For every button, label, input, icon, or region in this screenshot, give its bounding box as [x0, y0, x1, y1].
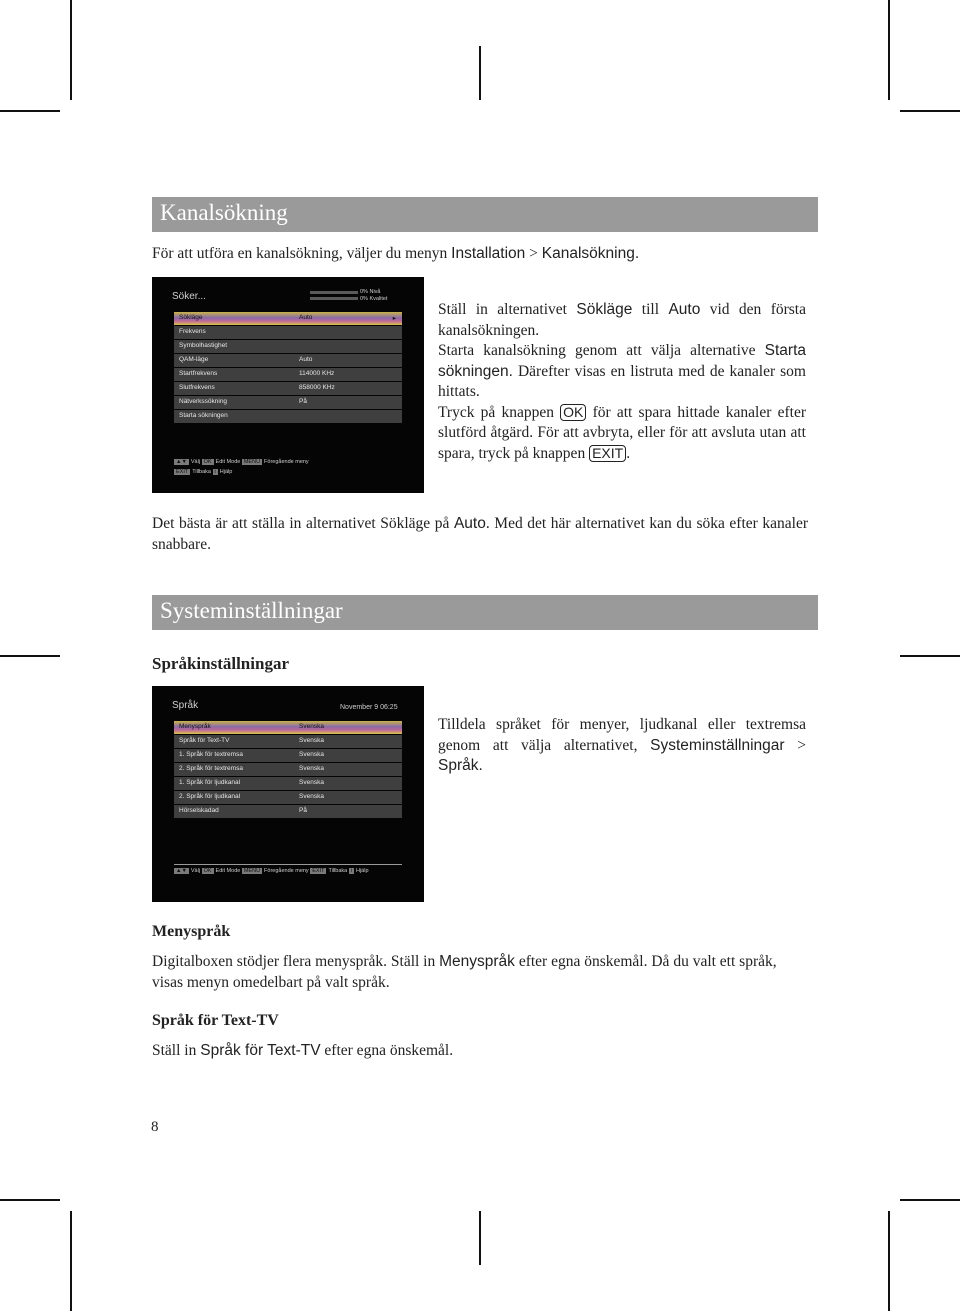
menu-row-ljudkanal-2[interactable] — [174, 791, 402, 804]
footer-divider — [174, 864, 402, 865]
row-label: Starta sökningen — [179, 412, 228, 419]
row-value: Svenska — [299, 751, 324, 758]
crop-mark — [0, 110, 60, 112]
row-value: Auto — [299, 356, 313, 363]
option-starta-sokningen: Starta sökningen. — [438, 342, 806, 380]
footer-key: i — [350, 868, 352, 874]
row-label: 2. Språk för textremsa — [179, 765, 243, 772]
footer-key: OK — [203, 868, 212, 874]
row-value: Svenska — [299, 779, 324, 786]
menu-row-sokläge[interactable] — [174, 312, 402, 325]
crop-mark — [900, 1199, 960, 1201]
menysprak-text: efter egna önskemål. Då du valt ett språk, visas menyn omedelbart på valt språk. — [152, 953, 777, 991]
menu-row-startfrekvens[interactable] — [174, 368, 402, 381]
crop-mark — [900, 110, 960, 112]
option-soklage: Sökläge — [576, 301, 633, 318]
intro-paragraph — [152, 244, 818, 265]
crop-mark — [70, 0, 72, 100]
menu-row-slutfrekvens[interactable] — [174, 382, 402, 395]
screen-footer — [174, 868, 369, 874]
menu-path-separator: > — [784, 736, 806, 754]
menu-row-symbolhastighet[interactable] — [174, 340, 402, 353]
row-value: Svenska — [299, 737, 324, 744]
screen-title: Språk — [172, 700, 199, 711]
menu-row-textremsa-1[interactable] — [174, 749, 402, 762]
menu-row-textremsa-2[interactable] — [174, 763, 402, 776]
footer-label: Hjälp — [219, 469, 233, 475]
subheading-sprakinstallningar: Språkinställningar — [152, 654, 289, 673]
arrow-right-icon: ▸ — [392, 315, 396, 322]
texttv-text: Ställ in — [152, 1042, 201, 1059]
row-label: Sökläge — [179, 314, 203, 321]
menu-row-starta-sokningen[interactable] — [174, 410, 402, 423]
footer-key: EXIT — [176, 469, 189, 475]
crop-mark — [0, 655, 60, 657]
signal-quality-text: 0% Kvalitet — [360, 296, 388, 302]
row-value: Svenska — [299, 765, 324, 772]
tip-paragraph — [152, 514, 808, 555]
footer-label: Välj — [190, 868, 201, 874]
option-menysprak: Menyspråk — [439, 953, 515, 970]
section-title-bar — [152, 197, 818, 232]
section-title-bar — [152, 595, 818, 630]
screen-footer-line1 — [174, 459, 309, 465]
footer-label: Edit Mode — [215, 868, 241, 874]
footer-key: MENU — [243, 868, 261, 874]
screen-title: Söker... — [172, 291, 206, 302]
instruction-text: . — [626, 444, 631, 462]
crop-mark — [479, 46, 481, 100]
exit-key: EXIT — [589, 445, 626, 462]
footer-label: Tillbaka — [192, 469, 211, 475]
crop-mark — [0, 1199, 60, 1201]
menu-row-sprak-text-tv[interactable] — [174, 735, 402, 748]
row-label: QAM-läge — [179, 356, 209, 363]
instruction-text: Tilldela språket för menyer, ljudkanal eller textremsa genom att välja alternativet, — [438, 716, 806, 754]
footer-label: Välj — [190, 459, 201, 465]
menysprak-text: Digitalboxen stödjer flera menyspråk. Ställ in — [152, 953, 440, 970]
instruction-text: Tryck på knappen — [438, 403, 561, 421]
subheading-sprak-text-tv: Språk för Text-TV — [152, 1012, 279, 1029]
instruction-text: Därefter visas en listruta med de kanaler som hittats. — [438, 362, 806, 400]
row-value: På — [299, 398, 307, 405]
instruction-text: för att spara hittade kanaler efter slutförd åtgärd. För att avbryta, eller för att avsluta utan att spara, tryck på knappen — [438, 403, 806, 462]
row-label: Nätverkssökning — [179, 398, 228, 405]
signal-level-bar — [310, 291, 358, 294]
language-settings-screenshot — [152, 686, 424, 902]
texttv-text: efter egna önskemål. — [320, 1042, 454, 1059]
value-auto: Auto — [453, 515, 486, 532]
texttv-paragraph — [152, 1041, 808, 1062]
footer-key: EXIT — [312, 868, 325, 874]
page-number: 8 — [151, 1119, 159, 1135]
row-label: Symbolhastighet — [179, 342, 228, 349]
menu-row-qam[interactable] — [174, 354, 402, 367]
signal-quality-bar — [310, 297, 358, 300]
section-title: Kanalsökning — [160, 200, 288, 225]
footer-label: Föregående meny — [264, 459, 309, 465]
footer-key: i — [214, 469, 216, 475]
channel-search-instructions — [438, 300, 806, 464]
menu-row-ljudkanal-1[interactable] — [174, 777, 402, 790]
row-label: 1. Språk för ljudkanal — [179, 779, 241, 786]
row-label: Frekvens — [179, 328, 206, 335]
intro-text: För att utföra en kanalsökning, väljer du menyn — [152, 245, 452, 262]
row-value: På — [299, 807, 307, 814]
crop-mark — [70, 1211, 72, 1311]
crop-mark — [888, 0, 890, 100]
footer-key: ▲▼ — [176, 868, 187, 874]
menu-row-frekvens[interactable] — [174, 326, 402, 339]
row-value: Svenska — [299, 793, 324, 800]
row-value: Svenska — [299, 723, 324, 730]
instruction-text: till — [632, 301, 669, 318]
menu-row-horselskadad[interactable] — [174, 805, 402, 818]
footer-key: OK — [203, 459, 212, 465]
crop-mark — [479, 1211, 481, 1265]
instruction-text: Starta kanalsökning genom att välja alternative — [438, 342, 765, 359]
menysprak-paragraph — [152, 952, 808, 993]
screen-datetime: November 9 06:25 — [340, 704, 398, 711]
value-auto: Auto — [668, 301, 701, 318]
crop-mark — [900, 655, 960, 657]
tip-text: . Med det här alternativet kan du söka efter kanaler snabbare. — [152, 515, 808, 553]
menu-path-installation: Installation — [451, 245, 526, 262]
section-title: Systeminställningar — [160, 598, 343, 623]
ok-key: OK — [560, 404, 586, 421]
menu-path-systeminstallningar: Systeminställningar — [650, 736, 785, 754]
crop-mark — [888, 1211, 890, 1311]
row-label: Språk för Text-TV — [179, 737, 230, 744]
footer-label: Föregående meny — [264, 868, 309, 874]
footer-label: Tillbaka — [328, 868, 348, 874]
signal-level-text: 0% Nivå — [360, 289, 381, 295]
menu-path-kanalsokning: Kanalsökning. — [541, 245, 640, 262]
footer-label: Hjälp — [355, 868, 369, 874]
row-value: Auto — [299, 314, 313, 321]
channel-search-screenshot — [152, 277, 424, 493]
row-value: 858000 KHz — [299, 384, 335, 391]
menu-row-menysprak[interactable] — [174, 721, 402, 734]
footer-label: Edit Mode — [215, 459, 241, 465]
row-label: Startfrekvens — [179, 370, 218, 377]
row-label: Hörselskadad — [179, 807, 219, 814]
row-label: Menyspråk — [179, 723, 211, 730]
menu-path-separator: > — [525, 245, 542, 262]
row-label: 1. Språk för textremsa — [179, 751, 243, 758]
instruction-text: vid den första kanalsökningen. — [438, 301, 806, 339]
subheading-menysprak: Menyspråk — [152, 923, 231, 940]
tip-text: Det bästa är att ställa in alternativet Sökläge på — [152, 515, 454, 532]
menu-row-natverkssokning[interactable] — [174, 396, 402, 409]
screen-footer-line2 — [174, 469, 232, 475]
instruction-text: Ställ in alternativet — [438, 301, 577, 318]
row-label: 2. Språk för ljudkanal — [179, 793, 241, 800]
option-sprak-text-tv: Språk för Text-TV — [200, 1042, 321, 1059]
footer-key: MENU — [243, 459, 261, 465]
row-value: 114000 KHz — [299, 370, 335, 377]
footer-key: ▲▼ — [176, 459, 187, 465]
row-label: Slutfrekvens — [179, 384, 215, 391]
language-instructions — [438, 715, 806, 777]
menu-path-sprak: Språk. — [438, 757, 483, 774]
